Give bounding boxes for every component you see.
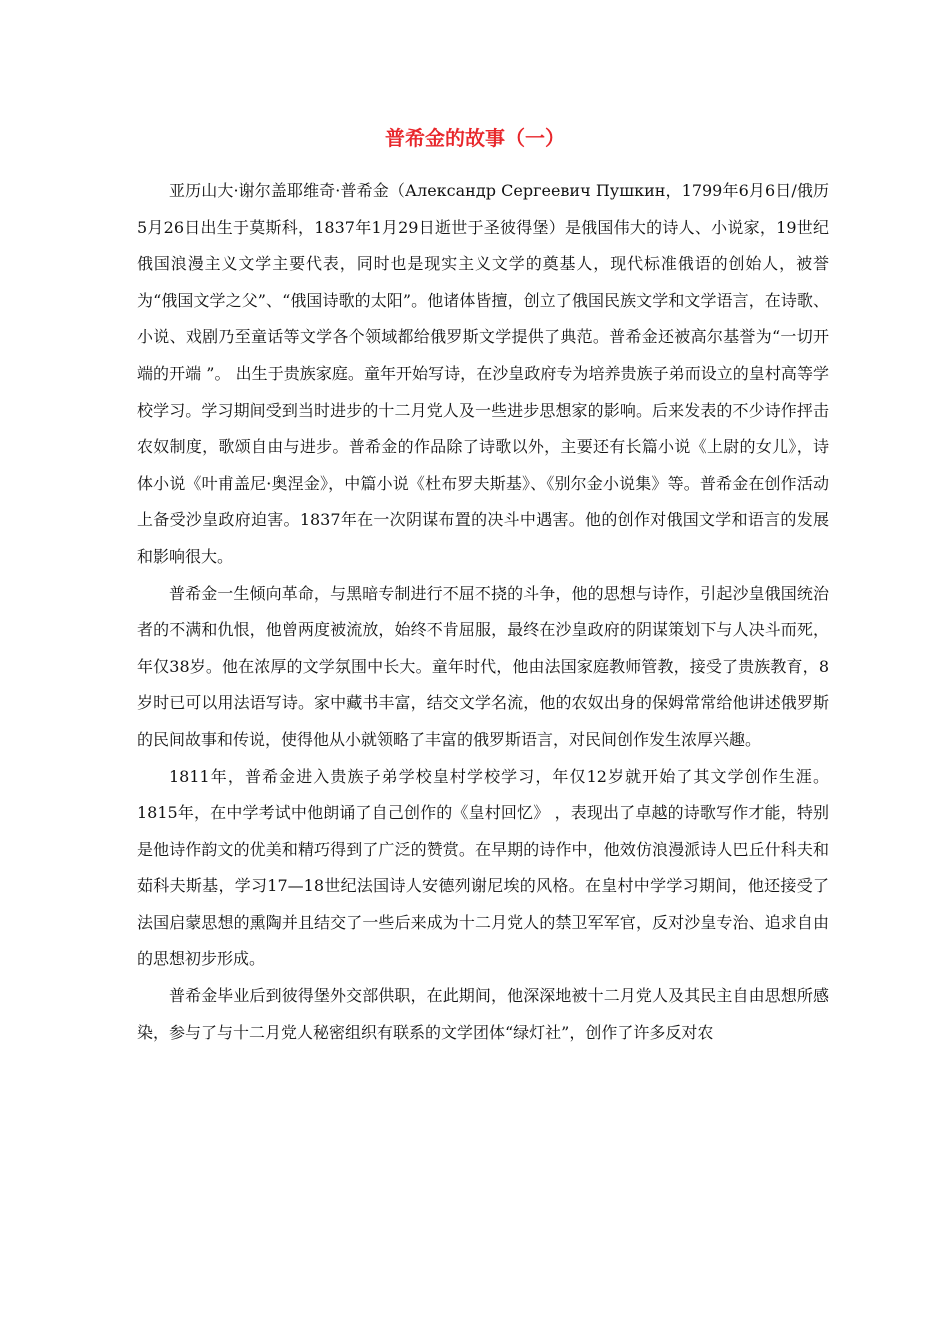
paragraph-4: 普希金毕业后到彼得堡外交部供职，在此期间，他深深地被十二月党人及其民主自由思想所感染，参与了与十二月党人秘密组织有联系的文学团体“绿灯社”，创作了许多反对农 <box>137 986 829 1042</box>
document-title: 普希金的故事（一） <box>385 126 565 150</box>
paragraph-3: 1811年，普希金进入贵族子弟学校皇村学校学习，年仅12岁就开始了其文学创作生涯。1815年，在中学考试中他朗诵了自己创作的《皇村回忆》 ，表现出了卓越的诗歌写作才能，特别是他诗作韵文的优美和精巧得到了广泛的赞赏。在早期的诗作中，他效仿浪漫派诗人巴丘什科夫和茹科夫斯基，学习17—18世纪法国诗人安德列谢尼埃的风格。在皇村中学学习期间，他还接受了法国启蒙思想的熏陶并且结交了一些后来成为十二月党人的禁卫军军官，反对沙皇专治、追求自由的思想初步形成。 <box>137 766 829 969</box>
paragraph-1: 亚历山大·谢尔盖耶维奇·普希金（Александр Сергеевич Пушкин，1799年6月6日/俄历5月26日出生于莫斯科，1837年1月29日逝世于圣彼得堡）是俄国伟大的诗人、小说家，19世纪俄国浪漫主义文学主要代表，同时也是现实主义文学的奠基人，现代标准俄语的创始人，被誉为“俄国文学之父”、“俄国诗歌的太阳”。他诸体皆擅，创立了俄国民族文学和文学语言，在诗歌、小说、戏剧乃至童话等文学各个领域都给俄罗斯文学提供了典范。普希金还被高尔基誉为“一切开端的开端 ”。 出生于贵族家庭。童年开始写诗，在沙皇政府专为培养贵族子弟而设立的皇村高等学校学习。学习期间受到当时进步的十二月党人及一些进步思想家的影响。后来发表的不少诗作抨击农奴制度，歌颂自由与进步。普希金的作品除了诗歌以外，主要还有长篇小说《上尉的女儿》，诗体小说《叶甫盖尼·奥涅金》，中篇小说《杜布罗夫斯基》、《别尔金小说集》等。普希金在创作活动上备受沙皇政府迫害。1837年在一次阴谋布置的决斗中遇害。他的创作对俄国文学和语言的发展和影响很大。 <box>137 181 829 566</box>
paragraph-2: 普希金一生倾向革命，与黑暗专制进行不屈不挠的斗争，他的思想与诗作，引起沙皇俄国统治者的不满和仇恨，他曾两度被流放，始终不肯屈服，最终在沙皇政府的阴谋策划下与人决斗而死，年仅38岁。他在浓厚的文学氛围中长大。童年时代，他由法国家庭教师管教，接受了贵族教育，8岁时已可以用法语写诗。家中藏书丰富，结交文学名流，他的农奴出身的保姆常常给他讲述俄罗斯的民间故事和传说，使得他从小就领略了丰富的俄罗斯语言，对民间创作发生浓厚兴趣。 <box>137 583 829 749</box>
document-body <box>137 173 829 1051</box>
